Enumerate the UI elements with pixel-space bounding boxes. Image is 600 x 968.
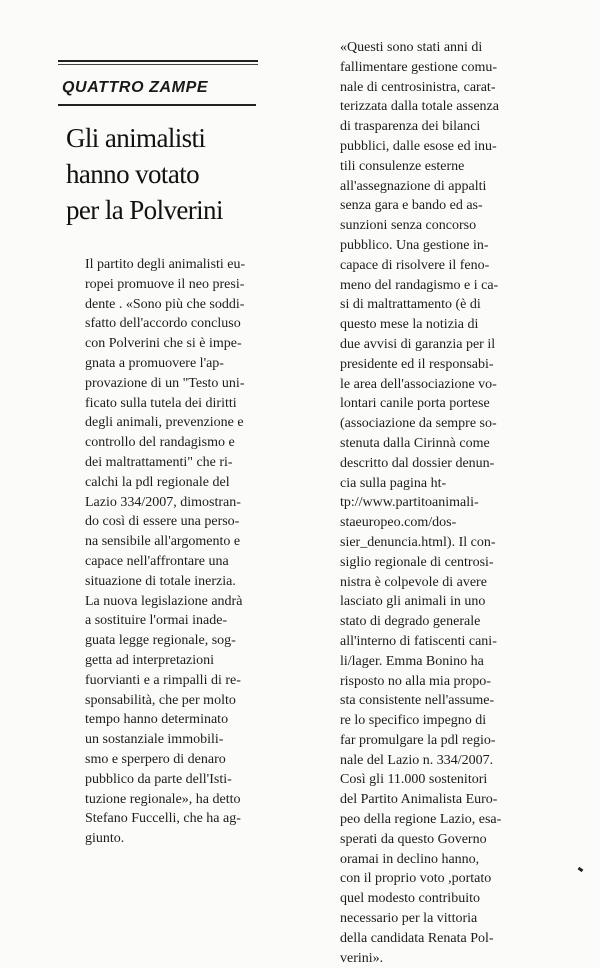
article-text-line: gnata a promuovere l'ap- [85,355,224,371]
article-text-line: controllo del randagismo e [85,435,235,451]
article-text-line: do così di essere una perso- [85,514,240,530]
article-text-line: all'interno di fatiscenti cani- [340,633,497,649]
article-text-line: fuorvianti e a rimpalli di re- [85,672,241,688]
article-text-line: li/lager. Emma Bonino ha [340,653,484,669]
article-text-line: «Questi sono stati anni di [340,40,483,55]
article-text-line: pubblico. Una gestione in- [340,237,489,253]
article-text-line: ropei promuove il neo presi- [85,276,245,292]
article-text-line: della candidata Renata Pol- [340,930,494,946]
article-text-line: risposto no alla mia propo- [340,673,491,689]
article-text-line: guata legge regionale, sog- [85,633,236,649]
article-text-line: staeuropeo.com/dos- [340,515,457,531]
print-speck [578,867,584,872]
article-text-line: tempo hanno determinato [85,712,229,728]
article-text-line: con Polverini che si è impe- [85,336,242,352]
article-column-1 [85,255,275,849]
article-text-line: getta ad interpretazioni [85,652,215,668]
article-text-line: sponsabilità, che per molto [85,692,236,708]
article-text-line: dei maltrattamenti" che ri- [85,454,233,470]
top-rule [58,60,258,62]
article-text-line: terizzata dalla totale assenza [340,99,499,115]
article-text-line: Il partito degli animalisti eu- [85,257,246,272]
article-text-line: ficato sulla tutela dei diritti [85,395,237,411]
headline-line: hanno votato [66,159,200,189]
article-text-line: peo della regione Lazio, esa- [340,812,502,828]
article-text-line: meno del randagismo e i ca- [340,277,499,293]
article-text-line: (associazione da sempre so- [340,416,497,432]
article-text-line: un sostanziale immobili- [85,732,224,748]
article-text-line: situazione di totale inerzia. [85,573,236,589]
article-text-line: lontari canile porta portese [340,396,490,412]
article-text-line: all'assegnazione di appalti [340,178,487,194]
article-text-line: sier_denuncia.html). Il con- [340,534,496,550]
article-text-line: cia sulla pagina ht- [340,475,447,491]
article-column-2 [340,38,536,968]
article-text-line: pubblici, dalle esose ed inu- [340,138,497,154]
article-text-line: re lo specifico impegno di [340,713,487,729]
article-text-line: a sostituire l'ormai inade- [85,613,228,629]
article-text-line: nale del Lazio n. 334/2007. [340,752,494,768]
article-text-line: verini». [340,950,384,966]
article-text-line: capace di risolvere il feno- [340,257,490,273]
article-text-line: di trasparenza dei bilanci [340,119,481,135]
article-text-line: presidente ed il responsabi- [340,356,494,372]
article-text-line: si di maltrattamento (è di [340,297,481,313]
article-text-line: sfatto dell'accordo concluso [85,316,241,332]
article-text-line: tp://www.partitoanimali- [340,495,479,511]
article-text-line: senza gara e bando ed as- [340,198,483,214]
article-text-line: oramai in declino hanno, [340,851,480,867]
article-text-line: sta consistente nell'assume- [340,693,495,709]
article-text-line: stato di degrado generale [340,614,481,630]
article-text-line: stenuta dalla Cirinnà come [340,435,490,451]
article-text-line: tuzione regionale», ha detto [85,791,241,807]
article-text-line: sperati da questo Governo [340,831,487,847]
article-text-line: lasciato gli animali in uno [340,594,486,610]
article-text-line: con il proprio voto ,portato [340,871,492,887]
article-text-line: nale di centrosinistra, carat- [340,79,496,95]
article-text-line: sunzioni senza concorso [340,218,477,234]
article-text-line: del Partito Animalista Euro- [340,792,498,808]
headline-line: Gli animalisti [66,123,206,153]
article-text-line: capace nell'affrontare una [85,553,229,569]
article-text-line: Così gli 11.000 sostenitori [340,772,488,788]
article-text-line: Stefano Fuccelli, che ha ag- [85,811,241,827]
top-rule-thin [58,64,258,65]
article-text-line: Lazio 334/2007, dimostran- [85,494,241,510]
article-text-line: giunto. [85,831,125,847]
headline [66,120,266,228]
article-text-line: quel modesto contribuito [340,891,480,907]
article-text-line: pubblico da parte dell'Isti- [85,771,232,787]
article-text-line: provazione di un "Testo uni- [85,375,245,391]
section-label: QUATTRO ZAMPE [62,79,209,96]
article-text-line: far promulgare la pdl regio- [340,732,496,748]
article-text-line: smo e sperpero di denaro [85,751,226,767]
article-text-line: le area dell'associazione vo- [340,376,497,392]
article-text-line: na sensibile all'argomento e [85,534,241,550]
section-rule [58,104,256,106]
article-text-line: dente . «Sono più che soddi- [85,296,245,312]
article-text-line: calchi la pdl regionale del [85,474,230,490]
article-text-line: nistra è colpevole di avere [340,574,487,590]
headline-line: per la Polverini [66,195,223,225]
article-text-line: due avvisi di garanzia per il [340,336,496,352]
article-text-line: questo mese la notizia di [340,317,479,333]
article-text-line: descritto dal dossier denun- [340,455,495,471]
article-text-line: fallimentare gestione comu- [340,59,498,75]
article-text-line: La nuova legislazione andrà [85,593,243,609]
article-text-line: degli animali, prevenzione e [85,415,244,431]
article-text-line: necessario per la vittoria [340,911,478,927]
article-text-line: tili consulenze esterne [340,158,465,174]
article-text-line: siglio regionale di centrosi- [340,554,494,570]
